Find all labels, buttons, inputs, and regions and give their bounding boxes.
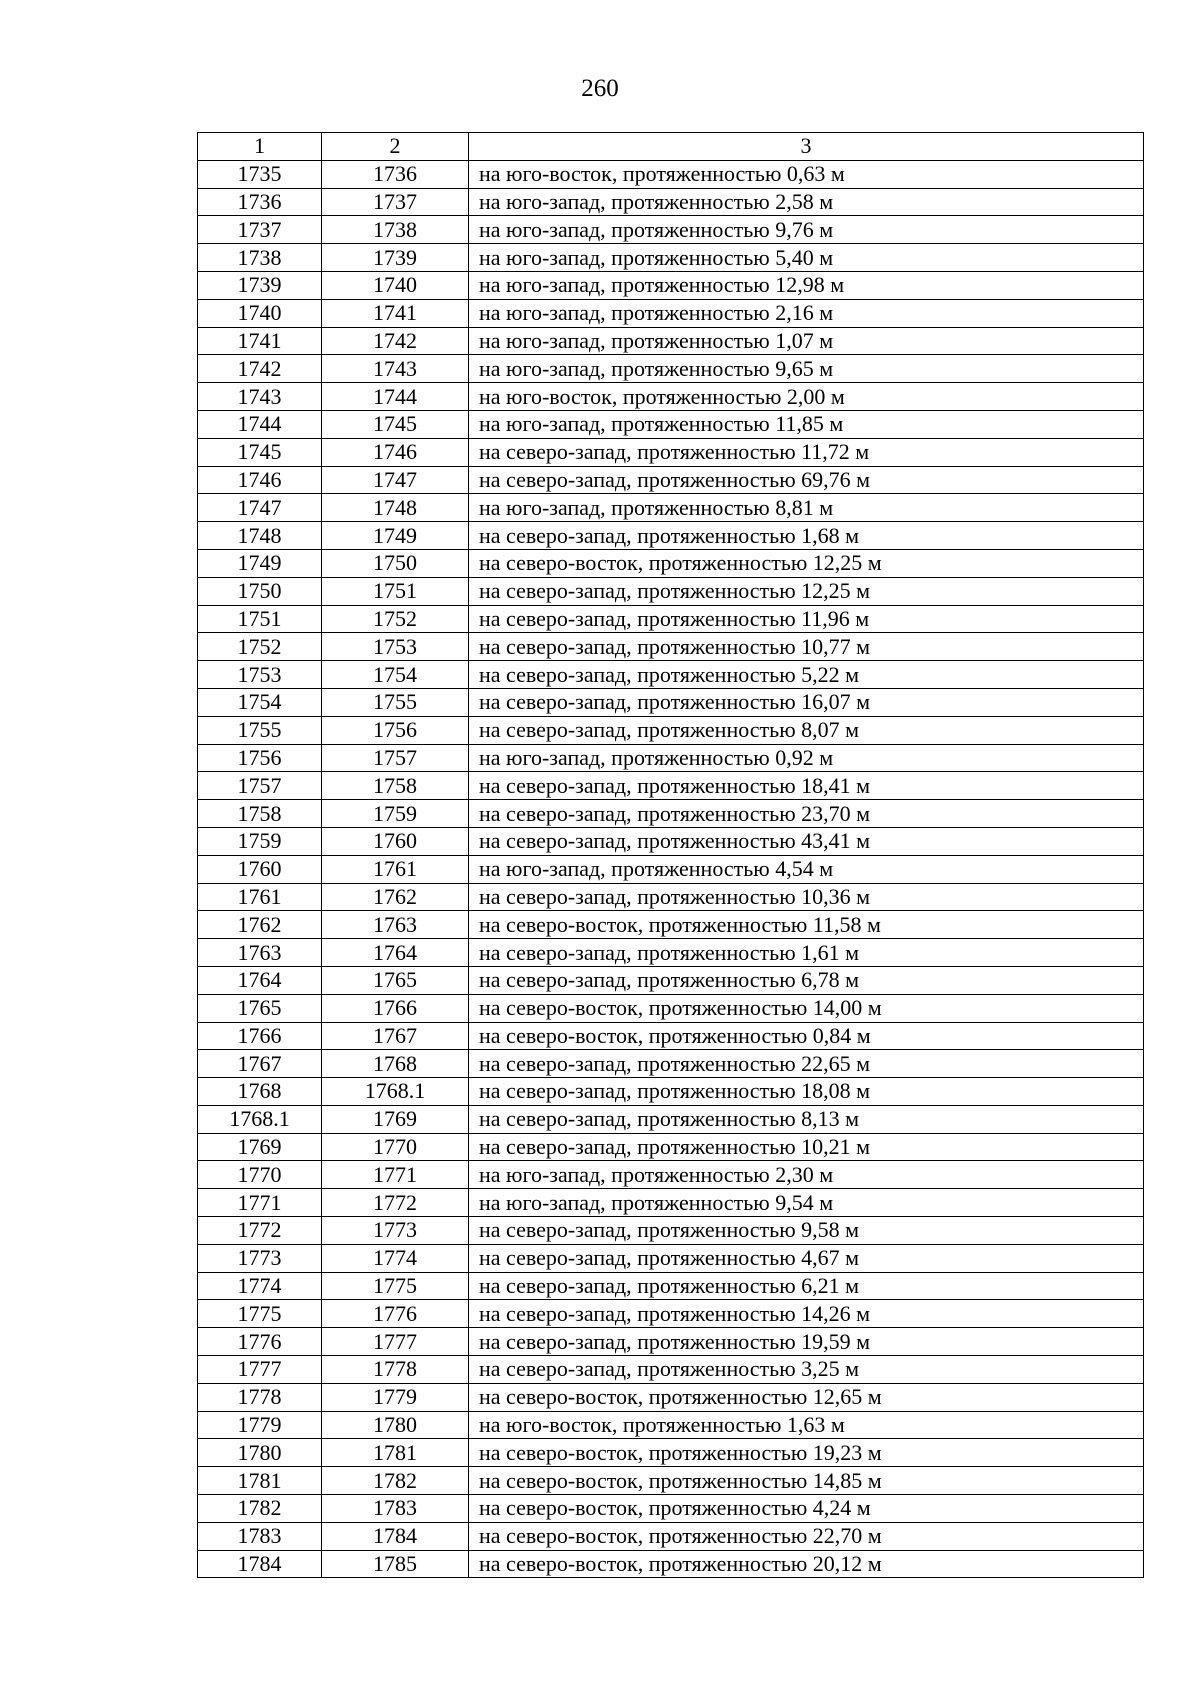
table-row [198, 1189, 1144, 1217]
to-point-cell: 1784 [322, 1522, 469, 1550]
table-row [198, 1217, 1144, 1245]
to-point-cell: 1765 [322, 966, 469, 994]
direction-length-cell: на северо-запад, протяженностью 16,07 м [469, 688, 1144, 716]
table-row [198, 883, 1144, 911]
direction-length-cell: на северо-запад, протяженностью 10,21 м [469, 1133, 1144, 1161]
to-point-cell: 1768.1 [322, 1078, 469, 1106]
from-point-cell: 1782 [198, 1495, 322, 1523]
table-row [198, 911, 1144, 939]
to-point-cell: 1764 [322, 939, 469, 967]
table-row [198, 1383, 1144, 1411]
from-point-cell: 1777 [198, 1356, 322, 1384]
direction-length-cell: на юго-запад, протяженностью 12,98 м [469, 271, 1144, 299]
direction-length-cell: на северо-запад, протяженностью 19,59 м [469, 1328, 1144, 1356]
direction-length-cell: на северо-запад, протяженностью 8,13 м [469, 1105, 1144, 1133]
direction-length-cell: на северо-восток, протяженностью 22,70 м [469, 1522, 1144, 1550]
column-header-3: 3 [469, 133, 1144, 161]
from-point-cell: 1756 [198, 744, 322, 772]
direction-length-cell: на северо-запад, протяженностью 4,67 м [469, 1244, 1144, 1272]
to-point-cell: 1777 [322, 1328, 469, 1356]
direction-length-cell: на северо-запад, протяженностью 18,08 м [469, 1078, 1144, 1106]
to-point-cell: 1744 [322, 383, 469, 411]
table-row [198, 1439, 1144, 1467]
direction-length-cell: на северо-запад, протяженностью 18,41 м [469, 772, 1144, 800]
direction-length-cell: на юго-запад, протяженностью 2,58 м [469, 188, 1144, 216]
direction-length-cell: на северо-запад, протяженностью 1,61 м [469, 939, 1144, 967]
table-row [198, 1078, 1144, 1106]
direction-length-cell: на северо-запад, протяженностью 10,36 м [469, 883, 1144, 911]
table-row [198, 1467, 1144, 1495]
table-row [198, 1022, 1144, 1050]
direction-length-cell: на северо-запад, протяженностью 6,21 м [469, 1272, 1144, 1300]
from-point-cell: 1749 [198, 549, 322, 577]
to-point-cell: 1782 [322, 1467, 469, 1495]
from-point-cell: 1775 [198, 1300, 322, 1328]
to-point-cell: 1751 [322, 577, 469, 605]
table-row [198, 216, 1144, 244]
to-point-cell: 1750 [322, 549, 469, 577]
direction-length-cell: на северо-запад, протяженностью 5,22 м [469, 661, 1144, 689]
from-point-cell: 1784 [198, 1550, 322, 1578]
from-point-cell: 1745 [198, 438, 322, 466]
table-row [198, 716, 1144, 744]
from-point-cell: 1766 [198, 1022, 322, 1050]
direction-length-cell: на северо-запад, протяженностью 8,07 м [469, 716, 1144, 744]
table-row [198, 855, 1144, 883]
table-row [198, 1272, 1144, 1300]
from-point-cell: 1747 [198, 494, 322, 522]
from-point-cell: 1755 [198, 716, 322, 744]
table-row [198, 160, 1144, 188]
direction-length-cell: на северо-восток, протяженностью 14,00 м [469, 994, 1144, 1022]
table-row [198, 1105, 1144, 1133]
to-point-cell: 1759 [322, 800, 469, 828]
to-point-cell: 1746 [322, 438, 469, 466]
to-point-cell: 1760 [322, 827, 469, 855]
from-point-cell: 1736 [198, 188, 322, 216]
table-row [198, 355, 1144, 383]
direction-length-cell: на северо-восток, протяженностью 14,85 м [469, 1467, 1144, 1495]
from-point-cell: 1762 [198, 911, 322, 939]
table-row [198, 966, 1144, 994]
table-row [198, 688, 1144, 716]
from-point-cell: 1752 [198, 633, 322, 661]
boundary-points-table [197, 132, 1144, 1578]
to-point-cell: 1745 [322, 410, 469, 438]
from-point-cell: 1738 [198, 244, 322, 272]
table-row [198, 244, 1144, 272]
to-point-cell: 1774 [322, 1244, 469, 1272]
direction-length-cell: на юго-восток, протяженностью 0,63 м [469, 160, 1144, 188]
direction-length-cell: на юго-запад, протяженностью 2,16 м [469, 299, 1144, 327]
to-point-cell: 1767 [322, 1022, 469, 1050]
table-row [198, 466, 1144, 494]
to-point-cell: 1779 [322, 1383, 469, 1411]
table-row [198, 633, 1144, 661]
to-point-cell: 1754 [322, 661, 469, 689]
to-point-cell: 1780 [322, 1411, 469, 1439]
table-row [198, 299, 1144, 327]
direction-length-cell: на северо-запад, протяженностью 11,96 м [469, 605, 1144, 633]
table-row [198, 577, 1144, 605]
table-row [198, 1161, 1144, 1189]
direction-length-cell: на юго-восток, протяженностью 1,63 м [469, 1411, 1144, 1439]
table-row [198, 661, 1144, 689]
from-point-cell: 1761 [198, 883, 322, 911]
column-header-1: 1 [198, 133, 322, 161]
to-point-cell: 1739 [322, 244, 469, 272]
direction-length-cell: на северо-восток, протяженностью 19,23 м [469, 1439, 1144, 1467]
direction-length-cell: на северо-запад, протяженностью 12,25 м [469, 577, 1144, 605]
direction-length-cell: на северо-восток, протяженностью 11,58 м [469, 911, 1144, 939]
to-point-cell: 1772 [322, 1189, 469, 1217]
direction-length-cell: на северо-запад, протяженностью 9,58 м [469, 1217, 1144, 1245]
direction-length-cell: на юго-запад, протяженностью 4,54 м [469, 855, 1144, 883]
direction-length-cell: на северо-запад, протяженностью 11,72 м [469, 438, 1144, 466]
to-point-cell: 1749 [322, 522, 469, 550]
table-row [198, 1300, 1144, 1328]
to-point-cell: 1761 [322, 855, 469, 883]
table-row [198, 800, 1144, 828]
column-header-2: 2 [322, 133, 469, 161]
from-point-cell: 1737 [198, 216, 322, 244]
to-point-cell: 1747 [322, 466, 469, 494]
from-point-cell: 1748 [198, 522, 322, 550]
direction-length-cell: на северо-запад, протяженностью 14,26 м [469, 1300, 1144, 1328]
to-point-cell: 1773 [322, 1217, 469, 1245]
direction-length-cell: на северо-запад, протяженностью 6,78 м [469, 966, 1144, 994]
to-point-cell: 1778 [322, 1356, 469, 1384]
from-point-cell: 1751 [198, 605, 322, 633]
to-point-cell: 1783 [322, 1495, 469, 1523]
from-point-cell: 1770 [198, 1161, 322, 1189]
from-point-cell: 1773 [198, 1244, 322, 1272]
table-row [198, 827, 1144, 855]
from-point-cell: 1778 [198, 1383, 322, 1411]
direction-length-cell: на северо-запад, протяженностью 10,77 м [469, 633, 1144, 661]
direction-length-cell: на юго-запад, протяженностью 9,76 м [469, 216, 1144, 244]
to-point-cell: 1753 [322, 633, 469, 661]
from-point-cell: 1758 [198, 800, 322, 828]
to-point-cell: 1781 [322, 1439, 469, 1467]
to-point-cell: 1757 [322, 744, 469, 772]
to-point-cell: 1741 [322, 299, 469, 327]
table-row [198, 939, 1144, 967]
from-point-cell: 1753 [198, 661, 322, 689]
from-point-cell: 1760 [198, 855, 322, 883]
to-point-cell: 1785 [322, 1550, 469, 1578]
from-point-cell: 1754 [198, 688, 322, 716]
from-point-cell: 1735 [198, 160, 322, 188]
to-point-cell: 1766 [322, 994, 469, 1022]
direction-length-cell: на северо-восток, протяженностью 12,65 м [469, 1383, 1144, 1411]
table-row [198, 1133, 1144, 1161]
from-point-cell: 1746 [198, 466, 322, 494]
to-point-cell: 1763 [322, 911, 469, 939]
from-point-cell: 1764 [198, 966, 322, 994]
to-point-cell: 1775 [322, 1272, 469, 1300]
from-point-cell: 1768.1 [198, 1105, 322, 1133]
from-point-cell: 1781 [198, 1467, 322, 1495]
table-row [198, 438, 1144, 466]
direction-length-cell: на северо-восток, протяженностью 4,24 м [469, 1495, 1144, 1523]
from-point-cell: 1776 [198, 1328, 322, 1356]
direction-length-cell: на юго-запад, протяженностью 8,81 м [469, 494, 1144, 522]
direction-length-cell: на северо-восток, протяженностью 12,25 м [469, 549, 1144, 577]
from-point-cell: 1765 [198, 994, 322, 1022]
table-row [198, 994, 1144, 1022]
direction-length-cell: на северо-запад, протяженностью 3,25 м [469, 1356, 1144, 1384]
from-point-cell: 1780 [198, 1439, 322, 1467]
direction-length-cell: на юго-запад, протяженностью 11,85 м [469, 410, 1144, 438]
table-row [198, 744, 1144, 772]
direction-length-cell: на юго-запад, протяженностью 5,40 м [469, 244, 1144, 272]
table-row [198, 1411, 1144, 1439]
table-row [198, 494, 1144, 522]
to-point-cell: 1743 [322, 355, 469, 383]
from-point-cell: 1742 [198, 355, 322, 383]
direction-length-cell: на юго-запад, протяженностью 0,92 м [469, 744, 1144, 772]
table-row [198, 1356, 1144, 1384]
from-point-cell: 1763 [198, 939, 322, 967]
from-point-cell: 1767 [198, 1050, 322, 1078]
direction-length-cell: на юго-запад, протяженностью 9,54 м [469, 1189, 1144, 1217]
from-point-cell: 1740 [198, 299, 322, 327]
direction-length-cell: на юго-восток, протяженностью 2,00 м [469, 383, 1144, 411]
from-point-cell: 1739 [198, 271, 322, 299]
to-point-cell: 1768 [322, 1050, 469, 1078]
to-point-cell: 1756 [322, 716, 469, 744]
table-row [198, 383, 1144, 411]
from-point-cell: 1741 [198, 327, 322, 355]
table-row [198, 410, 1144, 438]
page-number: 260 [581, 75, 619, 102]
direction-length-cell: на северо-запад, протяженностью 23,70 м [469, 800, 1144, 828]
to-point-cell: 1740 [322, 271, 469, 299]
table-row [198, 605, 1144, 633]
direction-length-cell: на юго-запад, протяженностью 2,30 м [469, 1161, 1144, 1189]
to-point-cell: 1770 [322, 1133, 469, 1161]
from-point-cell: 1759 [198, 827, 322, 855]
to-point-cell: 1776 [322, 1300, 469, 1328]
table-row [198, 549, 1144, 577]
direction-length-cell: на северо-запад, протяженностью 69,76 м [469, 466, 1144, 494]
from-point-cell: 1769 [198, 1133, 322, 1161]
direction-length-cell: на северо-восток, протяженностью 0,84 м [469, 1022, 1144, 1050]
direction-length-cell: на северо-запад, протяженностью 22,65 м [469, 1050, 1144, 1078]
table-body [198, 160, 1144, 1578]
from-point-cell: 1743 [198, 383, 322, 411]
to-point-cell: 1742 [322, 327, 469, 355]
from-point-cell: 1774 [198, 1272, 322, 1300]
table-row [198, 271, 1144, 299]
direction-length-cell: на северо-восток, протяженностью 20,12 м [469, 1550, 1144, 1578]
direction-length-cell: на северо-запад, протяженностью 1,68 м [469, 522, 1144, 550]
to-point-cell: 1752 [322, 605, 469, 633]
from-point-cell: 1757 [198, 772, 322, 800]
table-row [198, 327, 1144, 355]
to-point-cell: 1737 [322, 188, 469, 216]
table-header-row [198, 133, 1144, 161]
to-point-cell: 1748 [322, 494, 469, 522]
table-row [198, 188, 1144, 216]
from-point-cell: 1771 [198, 1189, 322, 1217]
to-point-cell: 1738 [322, 216, 469, 244]
from-point-cell: 1779 [198, 1411, 322, 1439]
table-row [198, 1522, 1144, 1550]
table-row [198, 1328, 1144, 1356]
to-point-cell: 1769 [322, 1105, 469, 1133]
to-point-cell: 1736 [322, 160, 469, 188]
direction-length-cell: на северо-запад, протяженностью 43,41 м [469, 827, 1144, 855]
from-point-cell: 1750 [198, 577, 322, 605]
to-point-cell: 1758 [322, 772, 469, 800]
from-point-cell: 1744 [198, 410, 322, 438]
to-point-cell: 1762 [322, 883, 469, 911]
from-point-cell: 1768 [198, 1078, 322, 1106]
from-point-cell: 1783 [198, 1522, 322, 1550]
table-row [198, 522, 1144, 550]
to-point-cell: 1771 [322, 1161, 469, 1189]
to-point-cell: 1755 [322, 688, 469, 716]
table-row [198, 1050, 1144, 1078]
direction-length-cell: на юго-запад, протяженностью 1,07 м [469, 327, 1144, 355]
direction-length-cell: на юго-запад, протяженностью 9,65 м [469, 355, 1144, 383]
table-row [198, 1550, 1144, 1578]
table-row [198, 772, 1144, 800]
table-row [198, 1495, 1144, 1523]
from-point-cell: 1772 [198, 1217, 322, 1245]
table-row [198, 1244, 1144, 1272]
